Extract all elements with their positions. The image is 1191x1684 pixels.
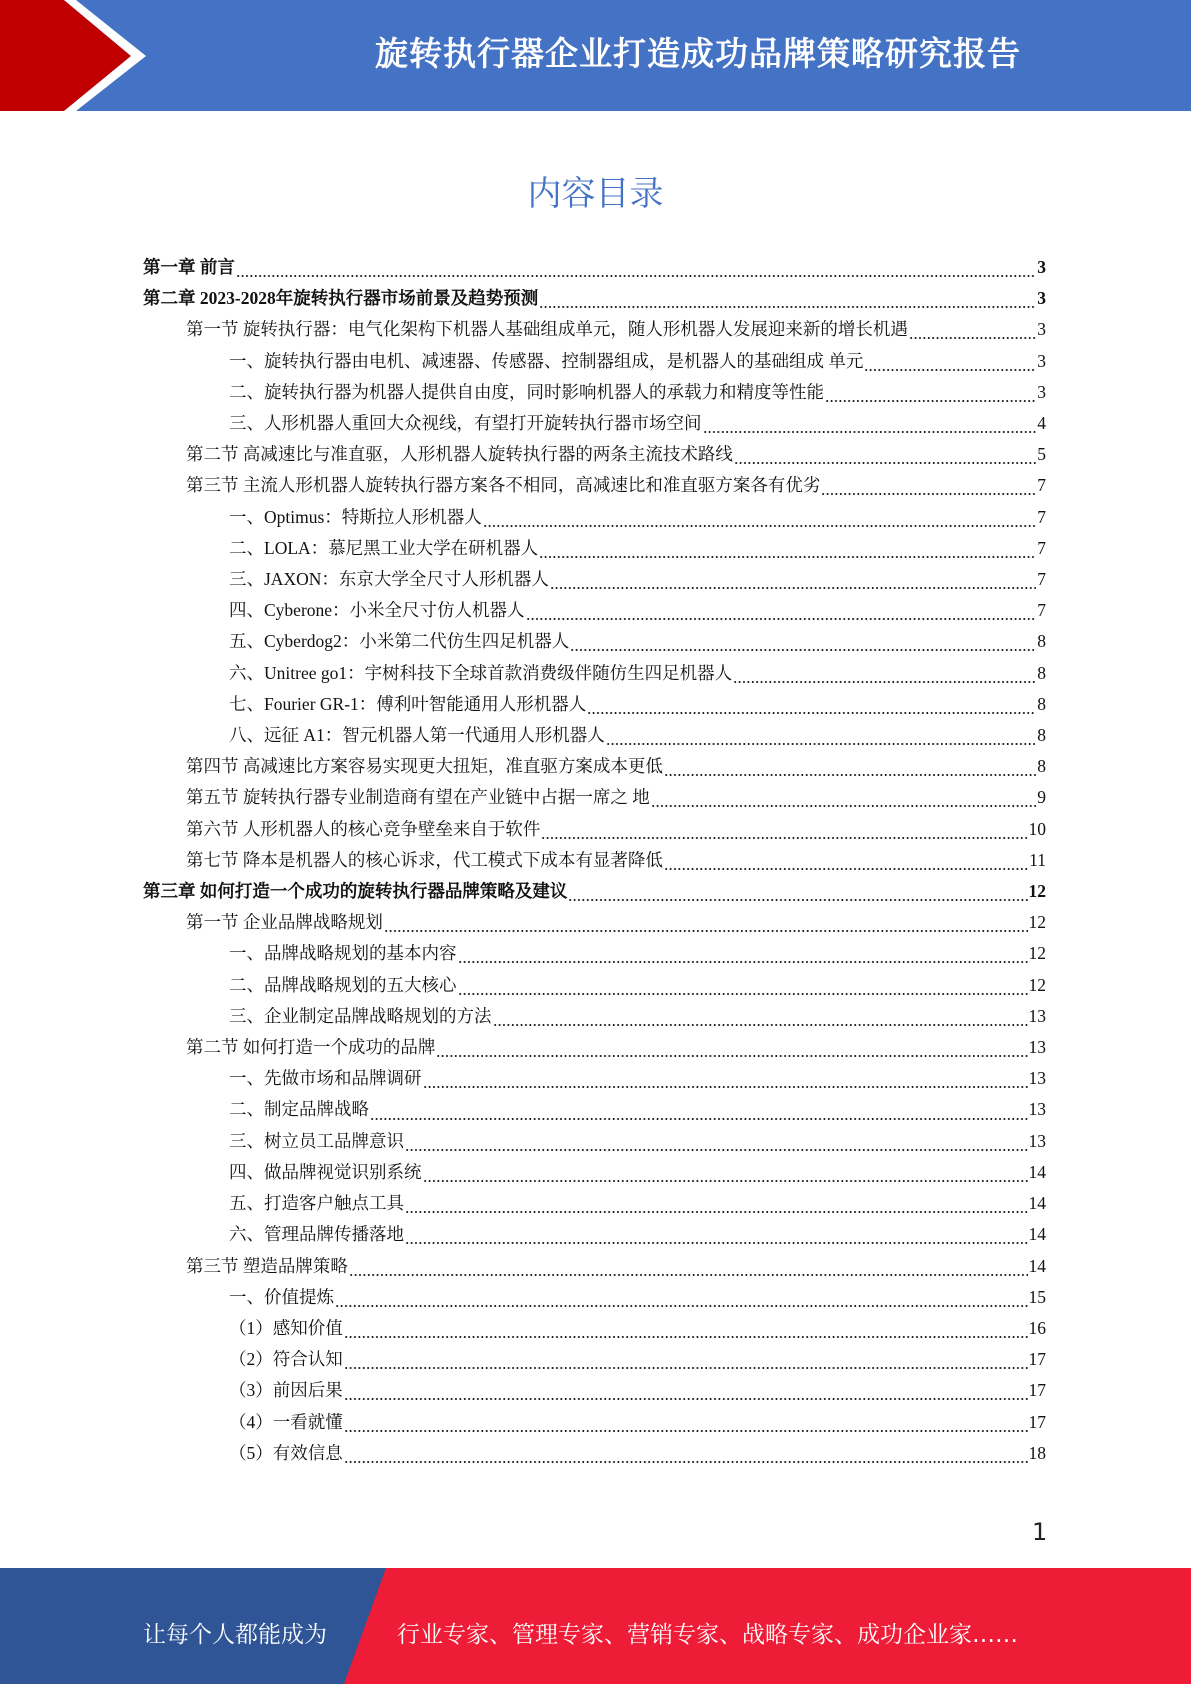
toc-entry-page: 7 (1037, 569, 1046, 590)
toc-entry-label: （1）感知价值 (229, 1317, 343, 1338)
toc-entry-page: 3 (1037, 381, 1046, 402)
toc-entry-label: 二、旋转执行器为机器人提供自由度，同时影响机器人的承载力和精度等性能 (229, 381, 824, 402)
dot-leader (909, 314, 1036, 345)
dot-leader (384, 907, 1028, 938)
dot-leader (423, 1063, 1028, 1094)
dot-leader (344, 1344, 1028, 1375)
toc-entry-label: （5）有效信息 (229, 1442, 343, 1463)
toc-entry-label: 三、企业制定品牌战略规划的方法 (229, 1005, 492, 1026)
toc-entry-label: 一、价值提炼 (229, 1286, 334, 1307)
dot-leader (423, 1157, 1028, 1188)
toc-entry[interactable] (143, 595, 1046, 626)
toc-entry-page: 12 (1028, 943, 1046, 964)
toc-entry-label: 第六节 人形机器人的核心竞争壁垒来自于软件 (186, 818, 541, 839)
toc-entry[interactable] (143, 1126, 1046, 1157)
toc-entry-page: 17 (1028, 1349, 1046, 1370)
dot-leader (550, 564, 1036, 595)
dot-leader (570, 626, 1036, 657)
toc-entry-page: 8 (1037, 725, 1046, 746)
toc-entry[interactable] (143, 1407, 1046, 1438)
toc-entry[interactable] (143, 1438, 1046, 1469)
dot-leader (587, 689, 1036, 720)
toc-entry-page: 13 (1028, 1037, 1046, 1058)
toc-entry-label: 四、Cyberone：小米全尺寸仿人机器人 (229, 600, 525, 621)
dot-leader (405, 1126, 1028, 1157)
toc-entry-page: 12 (1028, 912, 1046, 933)
dot-leader (664, 845, 1028, 876)
toc-entry[interactable] (143, 283, 1046, 314)
toc-entry-page: 3 (1037, 319, 1046, 340)
toc-entry-label: 三、JAXON：东京大学全尺寸人形机器人 (229, 569, 549, 590)
toc-entry[interactable] (143, 751, 1046, 782)
toc-entry-page: 12 (1028, 974, 1046, 995)
toc-entry[interactable] (143, 1157, 1046, 1188)
toc-entry[interactable] (143, 470, 1046, 501)
toc-entry[interactable] (143, 1313, 1046, 1344)
toc-entry-label: 七、Fourier GR-1：傅利叶智能通用人形机器人 (229, 693, 587, 714)
toc-entry-label: 第二节 高减速比与准直驱，人形机器人旋转执行器的两条主流技术路线 (186, 444, 733, 465)
toc-entry-page: 14 (1028, 1193, 1046, 1214)
toc-entry-label: 二、LOLA：慕尼黑工业大学在研机器人 (229, 537, 539, 558)
toc-entry-page: 7 (1037, 475, 1046, 496)
dot-leader (703, 408, 1037, 439)
toc-entry[interactable] (143, 845, 1046, 876)
toc-entry-page: 13 (1028, 1130, 1046, 1151)
dot-leader (405, 1188, 1028, 1219)
toc-entry-page: 12 (1028, 881, 1046, 902)
toc-entry-label: （4）一看就懂 (229, 1411, 343, 1432)
toc-entry[interactable] (143, 408, 1046, 439)
toc-entry[interactable] (143, 1094, 1046, 1125)
toc-entry-page: 8 (1037, 693, 1046, 714)
toc-entry-page: 14 (1028, 1255, 1046, 1276)
toc-entry-label: 五、Cyberdog2：小米第二代仿生四足机器人 (229, 631, 570, 652)
toc-entry-label: 一、先做市场和品牌调研 (229, 1068, 422, 1089)
dot-leader (405, 1219, 1028, 1250)
toc-entry[interactable] (143, 502, 1046, 533)
toc-entry-page: 7 (1037, 537, 1046, 558)
toc-entry-label: 三、树立员工品牌意识 (229, 1130, 404, 1151)
toc-entry-page: 14 (1028, 1161, 1046, 1182)
toc-entry-label: 六、管理品牌传播落地 (229, 1224, 404, 1245)
toc-entry[interactable] (143, 533, 1046, 564)
dot-leader (664, 751, 1036, 782)
dot-leader (734, 439, 1036, 470)
toc-heading: 内容目录 (527, 174, 664, 214)
dot-leader (344, 1313, 1028, 1344)
toc-entry-page: 9 (1037, 787, 1046, 808)
toc-entry-page: 16 (1028, 1317, 1046, 1338)
toc-entry-label: （2）符合认知 (229, 1349, 343, 1370)
dot-leader (349, 1251, 1028, 1282)
toc-entry[interactable] (143, 658, 1046, 689)
dot-leader (606, 720, 1036, 751)
toc-entry-page: 17 (1028, 1380, 1046, 1401)
toc-entry-label: （3）前因后果 (229, 1380, 343, 1401)
toc-entry-label: 六、Unitree go1：宇树科技下全球首款消费级伴随仿生四足机器人 (229, 662, 733, 683)
footer-slogan-right: 行业专家、管理专家、营销专家、战略专家、成功企业家…… (397, 1622, 1018, 1648)
toc-entry-label: 四、做品牌视觉识别系统 (229, 1161, 422, 1182)
toc-entry[interactable] (143, 876, 1046, 907)
toc-entry-label: 八、远征 A1：智元机器人第一代通用人形机器人 (229, 725, 605, 746)
toc-entry-page: 3 (1037, 288, 1046, 309)
toc-entry[interactable] (143, 1282, 1046, 1313)
toc-entry-label: 一、Optimus：特斯拉人形机器人 (229, 506, 482, 527)
toc-entry[interactable] (143, 1188, 1046, 1219)
toc-entry-page: 13 (1028, 1068, 1046, 1089)
toc-entry[interactable] (143, 1219, 1046, 1250)
toc-entry-page: 13 (1028, 1099, 1046, 1120)
toc-entry[interactable] (143, 689, 1046, 720)
toc-entry[interactable] (143, 1251, 1046, 1282)
toc-entry-label: 第七节 降本是机器人的核心诉求，代工模式下成本有显著降低 (186, 849, 663, 870)
dot-leader (344, 1407, 1028, 1438)
toc-entry-page: 13 (1028, 1005, 1046, 1026)
dot-leader (458, 970, 1028, 1001)
toc-entry-page: 15 (1028, 1286, 1046, 1307)
toc-entry[interactable] (143, 439, 1046, 470)
toc-entry-page: 5 (1037, 444, 1046, 465)
report-title: 旋转执行器企业打造成功品牌策略研究报告 (375, 34, 1021, 73)
toc-entry-label: 第二章 2023-2028年旋转执行器市场前景及趋势预测 (143, 288, 539, 309)
toc-entry-label: 第二节 如何打造一个成功的品牌 (186, 1037, 436, 1058)
toc-entry[interactable] (143, 782, 1046, 813)
toc-entry[interactable] (143, 252, 1046, 283)
dot-leader (539, 283, 1036, 314)
toc-entry[interactable] (143, 314, 1046, 345)
dot-leader (236, 252, 1036, 283)
toc-entry-label: 一、旋转执行器由电机、减速器、传感器、控制器组成，是机器人的基础组成 单元 (229, 350, 864, 371)
toc-entry-label: 二、制定品牌战略 (229, 1099, 369, 1120)
toc-entry-page: 18 (1028, 1442, 1046, 1463)
toc-entry[interactable] (143, 626, 1046, 657)
dot-leader (370, 1095, 1028, 1126)
dot-leader (458, 938, 1028, 969)
toc-entry-page: 8 (1037, 662, 1046, 683)
dot-leader (568, 876, 1027, 907)
toc-entry[interactable] (143, 1001, 1046, 1032)
dot-leader (541, 814, 1027, 845)
dot-leader (526, 595, 1037, 626)
footer-banner (0, 1568, 1191, 1684)
toc-entry[interactable] (143, 938, 1046, 969)
toc-entry-page: 10 (1028, 818, 1046, 839)
toc-entry-label: 第四节 高减速比方案容易实现更大扭矩，准直驱方案成本更低 (186, 756, 663, 777)
toc-entry-label: 第五节 旋转执行器专业制造商有望在产业链中占据一席之 地 (186, 787, 650, 808)
table-of-contents (143, 252, 1046, 1469)
dot-leader (733, 658, 1036, 689)
toc-entry-label: 第一节 企业品牌战略规划 (186, 912, 383, 933)
toc-entry[interactable] (143, 1344, 1046, 1375)
toc-entry-page: 8 (1037, 631, 1046, 652)
toc-entry[interactable] (143, 970, 1046, 1001)
toc-entry-label: 第三节 塑造品牌策略 (186, 1255, 348, 1276)
dot-leader (436, 1032, 1027, 1063)
toc-entry-page: 7 (1037, 600, 1046, 621)
toc-entry-page: 8 (1037, 756, 1046, 777)
dot-leader (335, 1282, 1028, 1313)
dot-leader (483, 502, 1036, 533)
report-header-banner (0, 0, 1191, 111)
toc-entry-label: 第三节 主流人形机器人旋转执行器方案各不相同，高减速比和准直驱方案各有优劣 (186, 475, 821, 496)
dot-leader (539, 533, 1036, 564)
dot-leader (651, 782, 1037, 813)
toc-entry-label: 第三章 如何打造一个成功的旋转执行器品牌策略及建议 (143, 881, 568, 902)
toc-entry[interactable] (143, 1375, 1046, 1406)
toc-entry-page: 4 (1037, 413, 1046, 434)
toc-entry[interactable] (143, 377, 1046, 408)
toc-entry-label: 二、品牌战略规划的五大核心 (229, 974, 457, 995)
toc-entry-page: 14 (1028, 1224, 1046, 1245)
toc-entry-label: 一、品牌战略规划的基本内容 (229, 943, 457, 964)
toc-entry[interactable] (143, 720, 1046, 751)
page-number: 1 (1032, 1518, 1048, 1546)
footer-slogan-left: 让每个人都能成为 (143, 1622, 327, 1648)
toc-entry[interactable] (143, 564, 1046, 595)
dot-leader (493, 1001, 1028, 1032)
toc-entry[interactable] (143, 1032, 1046, 1063)
toc-entry-label: 五、打造客户触点工具 (229, 1193, 404, 1214)
dot-leader (344, 1438, 1028, 1469)
toc-entry[interactable] (143, 1063, 1046, 1094)
dot-leader (864, 346, 1036, 377)
dot-leader (825, 377, 1036, 408)
toc-entry-label: 第一节 旋转执行器：电气化架构下机器人基础组成单元，随人形机器人发展迎来新的增长机遇 (186, 319, 908, 340)
toc-entry[interactable] (143, 907, 1046, 938)
toc-entry-page: 11 (1029, 849, 1046, 870)
toc-entry-page: 3 (1037, 350, 1046, 371)
toc-entry-page: 7 (1037, 506, 1046, 527)
dot-leader (344, 1375, 1028, 1406)
toc-entry-page: 17 (1028, 1411, 1046, 1432)
dot-leader (821, 470, 1036, 501)
toc-entry-label: 第一章 前言 (143, 257, 235, 277)
toc-entry-page: 3 (1037, 257, 1046, 277)
toc-entry[interactable] (143, 346, 1046, 377)
toc-entry[interactable] (143, 814, 1046, 845)
toc-entry-label: 三、人形机器人重回大众视线，有望打开旋转执行器市场空间 (229, 413, 702, 434)
